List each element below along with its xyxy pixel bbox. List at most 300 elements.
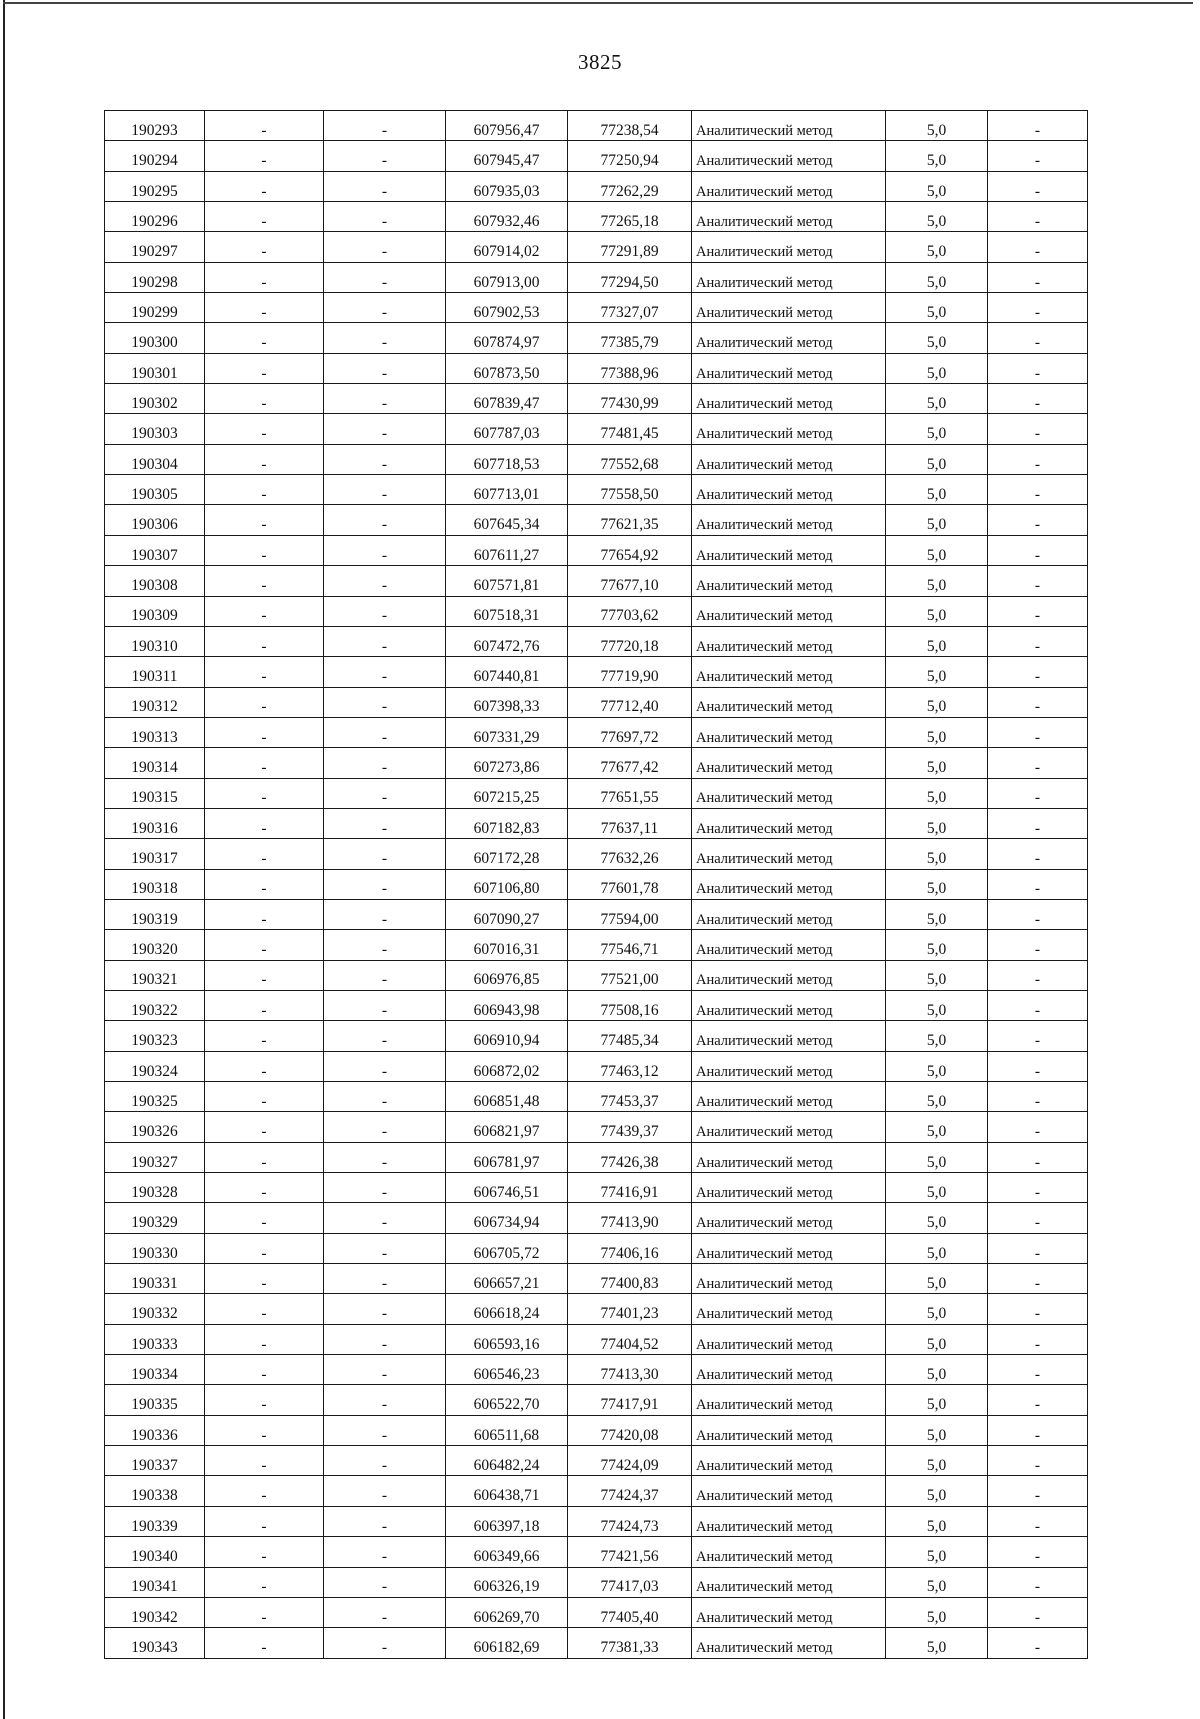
cell-accuracy: 5,0	[886, 262, 988, 292]
cell-point-id: 190326	[105, 1112, 205, 1142]
cell-point-id: 190325	[105, 1082, 205, 1112]
cell-empty-dash: -	[205, 1021, 324, 1051]
cell-accuracy: 5,0	[886, 1021, 988, 1051]
cell-y-coordinate: 77677,10	[568, 566, 692, 596]
cell-method: Аналитический метод	[692, 1173, 886, 1203]
table-row	[105, 202, 1088, 232]
cell-empty-dash: -	[324, 141, 446, 171]
cell-y-coordinate: 77546,71	[568, 930, 692, 960]
table-row	[105, 869, 1088, 899]
cell-point-id: 190340	[105, 1537, 205, 1567]
cell-y-coordinate: 77406,16	[568, 1233, 692, 1263]
cell-empty-dash: -	[988, 687, 1088, 717]
cell-x-coordinate: 607645,34	[446, 505, 568, 535]
cell-point-id: 190318	[105, 869, 205, 899]
cell-empty-dash: -	[988, 1385, 1088, 1415]
cell-point-id: 190306	[105, 505, 205, 535]
cell-accuracy: 5,0	[886, 141, 988, 171]
cell-empty-dash: -	[205, 1082, 324, 1112]
table-row	[105, 141, 1088, 171]
table-row	[105, 384, 1088, 414]
cell-empty-dash: -	[988, 566, 1088, 596]
cell-point-id: 190319	[105, 899, 205, 929]
table-row	[105, 566, 1088, 596]
cell-accuracy: 5,0	[886, 1537, 988, 1567]
cell-accuracy: 5,0	[886, 353, 988, 383]
cell-method: Аналитический метод	[692, 384, 886, 414]
cell-x-coordinate: 607874,97	[446, 323, 568, 353]
cell-empty-dash: -	[324, 1446, 446, 1476]
cell-empty-dash: -	[988, 1021, 1088, 1051]
cell-empty-dash: -	[205, 1446, 324, 1476]
cell-y-coordinate: 77697,72	[568, 717, 692, 747]
cell-empty-dash: -	[205, 1476, 324, 1506]
cell-empty-dash: -	[205, 535, 324, 565]
cell-method: Аналитический метод	[692, 1446, 886, 1476]
cell-point-id: 190315	[105, 778, 205, 808]
cell-x-coordinate: 607182,83	[446, 808, 568, 838]
table-row	[105, 626, 1088, 656]
cell-point-id: 190299	[105, 293, 205, 323]
table-row	[105, 899, 1088, 929]
cell-x-coordinate: 607331,29	[446, 717, 568, 747]
cell-empty-dash: -	[324, 1476, 446, 1506]
cell-point-id: 190321	[105, 960, 205, 990]
cell-method: Аналитический метод	[692, 202, 886, 232]
table-row	[105, 262, 1088, 292]
cell-accuracy: 5,0	[886, 1294, 988, 1324]
table-row	[105, 717, 1088, 747]
cell-method: Аналитический метод	[692, 596, 886, 626]
cell-point-id: 190339	[105, 1506, 205, 1536]
cell-empty-dash: -	[988, 1597, 1088, 1627]
cell-empty-dash: -	[324, 1567, 446, 1597]
cell-empty-dash: -	[205, 505, 324, 535]
cell-empty-dash: -	[324, 839, 446, 869]
cell-empty-dash: -	[324, 960, 446, 990]
cell-x-coordinate: 607273,86	[446, 748, 568, 778]
cell-accuracy: 5,0	[886, 414, 988, 444]
cell-point-id: 190329	[105, 1203, 205, 1233]
cell-y-coordinate: 77404,52	[568, 1324, 692, 1354]
cell-y-coordinate: 77420,08	[568, 1415, 692, 1445]
table-row	[105, 414, 1088, 444]
cell-accuracy: 5,0	[886, 687, 988, 717]
cell-method: Аналитический метод	[692, 293, 886, 323]
cell-empty-dash: -	[205, 323, 324, 353]
cell-empty-dash: -	[988, 202, 1088, 232]
cell-y-coordinate: 77424,73	[568, 1506, 692, 1536]
table-row	[105, 1142, 1088, 1172]
cell-point-id: 190320	[105, 930, 205, 960]
table-row	[105, 808, 1088, 838]
cell-empty-dash: -	[324, 930, 446, 960]
cell-method: Аналитический метод	[692, 1203, 886, 1233]
cell-x-coordinate: 607016,31	[446, 930, 568, 960]
cell-accuracy: 5,0	[886, 657, 988, 687]
table-row	[105, 960, 1088, 990]
cell-y-coordinate: 77430,99	[568, 384, 692, 414]
cell-y-coordinate: 77703,62	[568, 596, 692, 626]
cell-accuracy: 5,0	[886, 1506, 988, 1536]
cell-empty-dash: -	[324, 384, 446, 414]
cell-method: Аналитический метод	[692, 414, 886, 444]
cell-method: Аналитический метод	[692, 1385, 886, 1415]
cell-point-id: 190311	[105, 657, 205, 687]
cell-empty-dash: -	[988, 384, 1088, 414]
cell-x-coordinate: 606593,16	[446, 1324, 568, 1354]
cell-empty-dash: -	[324, 1142, 446, 1172]
cell-y-coordinate: 77385,79	[568, 323, 692, 353]
cell-y-coordinate: 77632,26	[568, 839, 692, 869]
cell-empty-dash: -	[988, 1446, 1088, 1476]
cell-point-id: 190338	[105, 1476, 205, 1506]
cell-empty-dash: -	[324, 1385, 446, 1415]
cell-x-coordinate: 607914,02	[446, 232, 568, 262]
table-row	[105, 1628, 1088, 1658]
cell-y-coordinate: 77453,37	[568, 1082, 692, 1112]
cell-x-coordinate: 606851,48	[446, 1082, 568, 1112]
cell-empty-dash: -	[988, 1415, 1088, 1445]
cell-x-coordinate: 606746,51	[446, 1173, 568, 1203]
cell-accuracy: 5,0	[886, 505, 988, 535]
cell-y-coordinate: 77677,42	[568, 748, 692, 778]
cell-method: Аналитический метод	[692, 566, 886, 596]
cell-accuracy: 5,0	[886, 384, 988, 414]
cell-empty-dash: -	[205, 869, 324, 899]
cell-x-coordinate: 607787,03	[446, 414, 568, 444]
table-row	[105, 839, 1088, 869]
cell-y-coordinate: 77637,11	[568, 808, 692, 838]
cell-accuracy: 5,0	[886, 1597, 988, 1627]
cell-accuracy: 5,0	[886, 1264, 988, 1294]
cell-empty-dash: -	[988, 1051, 1088, 1081]
cell-point-id: 190333	[105, 1324, 205, 1354]
cell-accuracy: 5,0	[886, 1173, 988, 1203]
cell-empty-dash: -	[988, 960, 1088, 990]
table-row	[105, 1264, 1088, 1294]
cell-empty-dash: -	[205, 808, 324, 838]
cell-empty-dash: -	[205, 202, 324, 232]
cell-empty-dash: -	[324, 1021, 446, 1051]
cell-x-coordinate: 607718,53	[446, 444, 568, 474]
cell-empty-dash: -	[988, 657, 1088, 687]
cell-method: Аналитический метод	[692, 778, 886, 808]
cell-empty-dash: -	[988, 717, 1088, 747]
cell-method: Аналитический метод	[692, 1355, 886, 1385]
cell-empty-dash: -	[324, 1173, 446, 1203]
cell-empty-dash: -	[205, 1537, 324, 1567]
cell-x-coordinate: 606657,21	[446, 1264, 568, 1294]
cell-x-coordinate: 606872,02	[446, 1051, 568, 1081]
cell-x-coordinate: 607873,50	[446, 353, 568, 383]
cell-empty-dash: -	[205, 1628, 324, 1658]
cell-empty-dash: -	[324, 505, 446, 535]
cell-empty-dash: -	[205, 1415, 324, 1445]
cell-empty-dash: -	[324, 1506, 446, 1536]
cell-point-id: 190303	[105, 414, 205, 444]
cell-x-coordinate: 607839,47	[446, 384, 568, 414]
cell-empty-dash: -	[324, 444, 446, 474]
cell-empty-dash: -	[988, 1082, 1088, 1112]
cell-x-coordinate: 606269,70	[446, 1597, 568, 1627]
cell-empty-dash: -	[988, 535, 1088, 565]
cell-empty-dash: -	[205, 899, 324, 929]
cell-point-id: 190298	[105, 262, 205, 292]
table-row	[105, 1597, 1088, 1627]
cell-empty-dash: -	[324, 414, 446, 444]
cell-empty-dash: -	[988, 505, 1088, 535]
cell-point-id: 190337	[105, 1446, 205, 1476]
cell-y-coordinate: 77521,00	[568, 960, 692, 990]
cell-empty-dash: -	[205, 1385, 324, 1415]
cell-accuracy: 5,0	[886, 899, 988, 929]
cell-y-coordinate: 77601,78	[568, 869, 692, 899]
cell-empty-dash: -	[205, 1506, 324, 1536]
cell-empty-dash: -	[988, 353, 1088, 383]
cell-empty-dash: -	[205, 1203, 324, 1233]
cell-empty-dash: -	[205, 1597, 324, 1627]
cell-empty-dash: -	[324, 899, 446, 929]
cell-y-coordinate: 77417,03	[568, 1567, 692, 1597]
cell-accuracy: 5,0	[886, 202, 988, 232]
cell-method: Аналитический метод	[692, 657, 886, 687]
cell-x-coordinate: 607932,46	[446, 202, 568, 232]
cell-empty-dash: -	[205, 1294, 324, 1324]
cell-point-id: 190336	[105, 1415, 205, 1445]
cell-y-coordinate: 77400,83	[568, 1264, 692, 1294]
cell-empty-dash: -	[988, 141, 1088, 171]
cell-y-coordinate: 77654,92	[568, 535, 692, 565]
cell-empty-dash: -	[324, 778, 446, 808]
cell-x-coordinate: 607518,31	[446, 596, 568, 626]
table-row	[105, 1203, 1088, 1233]
cell-empty-dash: -	[988, 626, 1088, 656]
cell-empty-dash: -	[988, 1264, 1088, 1294]
cell-method: Аналитический метод	[692, 232, 886, 262]
table-row	[105, 930, 1088, 960]
cell-empty-dash: -	[988, 1142, 1088, 1172]
cell-empty-dash: -	[324, 1597, 446, 1627]
cell-empty-dash: -	[205, 232, 324, 262]
cell-empty-dash: -	[324, 596, 446, 626]
cell-empty-dash: -	[324, 1112, 446, 1142]
cell-y-coordinate: 77720,18	[568, 626, 692, 656]
cell-y-coordinate: 77508,16	[568, 990, 692, 1020]
cell-method: Аналитический метод	[692, 535, 886, 565]
cell-empty-dash: -	[205, 626, 324, 656]
cell-empty-dash: -	[988, 596, 1088, 626]
cell-y-coordinate: 77416,91	[568, 1173, 692, 1203]
cell-empty-dash: -	[205, 839, 324, 869]
cell-empty-dash: -	[205, 778, 324, 808]
cell-empty-dash: -	[988, 808, 1088, 838]
cell-x-coordinate: 606438,71	[446, 1476, 568, 1506]
cell-empty-dash: -	[205, 1142, 324, 1172]
cell-empty-dash: -	[205, 687, 324, 717]
cell-x-coordinate: 606943,98	[446, 990, 568, 1020]
cell-point-id: 190300	[105, 323, 205, 353]
cell-y-coordinate: 77485,34	[568, 1021, 692, 1051]
cell-empty-dash: -	[988, 414, 1088, 444]
cell-x-coordinate: 606397,18	[446, 1506, 568, 1536]
table-row	[105, 1082, 1088, 1112]
cell-empty-dash: -	[988, 1537, 1088, 1567]
cell-method: Аналитический метод	[692, 1628, 886, 1658]
cell-empty-dash: -	[205, 293, 324, 323]
table-row	[105, 596, 1088, 626]
cell-empty-dash: -	[324, 1628, 446, 1658]
table-row	[105, 1051, 1088, 1081]
cell-empty-dash: -	[988, 1506, 1088, 1536]
cell-accuracy: 5,0	[886, 535, 988, 565]
cell-empty-dash: -	[324, 1264, 446, 1294]
table-row	[105, 1567, 1088, 1597]
cell-y-coordinate: 77552,68	[568, 444, 692, 474]
table-row	[105, 1233, 1088, 1263]
cell-x-coordinate: 606182,69	[446, 1628, 568, 1658]
cell-method: Аналитический метод	[692, 869, 886, 899]
table-row	[105, 1324, 1088, 1354]
cell-x-coordinate: 607172,28	[446, 839, 568, 869]
table-row	[105, 535, 1088, 565]
cell-accuracy: 5,0	[886, 111, 988, 141]
cell-empty-dash: -	[205, 717, 324, 747]
cell-y-coordinate: 77413,30	[568, 1355, 692, 1385]
cell-accuracy: 5,0	[886, 596, 988, 626]
cell-x-coordinate: 607956,47	[446, 111, 568, 141]
cell-accuracy: 5,0	[886, 1355, 988, 1385]
cell-x-coordinate: 607440,81	[446, 657, 568, 687]
cell-empty-dash: -	[324, 1294, 446, 1324]
cell-empty-dash: -	[988, 1112, 1088, 1142]
cell-empty-dash: -	[988, 1567, 1088, 1597]
cell-point-id: 190314	[105, 748, 205, 778]
cell-x-coordinate: 606522,70	[446, 1385, 568, 1415]
table-row	[105, 1173, 1088, 1203]
cell-empty-dash: -	[205, 1051, 324, 1081]
table-row	[105, 353, 1088, 383]
cell-y-coordinate: 77250,94	[568, 141, 692, 171]
cell-accuracy: 5,0	[886, 444, 988, 474]
cell-method: Аналитический метод	[692, 808, 886, 838]
cell-method: Аналитический метод	[692, 1142, 886, 1172]
cell-empty-dash: -	[988, 839, 1088, 869]
cell-y-coordinate: 77594,00	[568, 899, 692, 929]
cell-x-coordinate: 607472,76	[446, 626, 568, 656]
cell-method: Аналитический метод	[692, 1476, 886, 1506]
cell-accuracy: 5,0	[886, 990, 988, 1020]
cell-y-coordinate: 77381,33	[568, 1628, 692, 1658]
cell-x-coordinate: 606734,94	[446, 1203, 568, 1233]
cell-x-coordinate: 607215,25	[446, 778, 568, 808]
cell-method: Аналитический метод	[692, 353, 886, 383]
cell-y-coordinate: 77439,37	[568, 1112, 692, 1142]
cell-y-coordinate: 77719,90	[568, 657, 692, 687]
cell-empty-dash: -	[324, 293, 446, 323]
cell-point-id: 190323	[105, 1021, 205, 1051]
cell-y-coordinate: 77413,90	[568, 1203, 692, 1233]
cell-y-coordinate: 77424,37	[568, 1476, 692, 1506]
cell-empty-dash: -	[324, 111, 446, 141]
cell-point-id: 190327	[105, 1142, 205, 1172]
cell-empty-dash: -	[324, 323, 446, 353]
cell-y-coordinate: 77327,07	[568, 293, 692, 323]
cell-empty-dash: -	[988, 869, 1088, 899]
cell-y-coordinate: 77238,54	[568, 111, 692, 141]
cell-empty-dash: -	[324, 1051, 446, 1081]
cell-empty-dash: -	[205, 475, 324, 505]
cell-y-coordinate: 77401,23	[568, 1294, 692, 1324]
table-row	[105, 1506, 1088, 1536]
cell-point-id: 190296	[105, 202, 205, 232]
cell-method: Аналитический метод	[692, 687, 886, 717]
cell-x-coordinate: 606546,23	[446, 1355, 568, 1385]
cell-empty-dash: -	[324, 626, 446, 656]
cell-accuracy: 5,0	[886, 1567, 988, 1597]
cell-method: Аналитический метод	[692, 748, 886, 778]
table-row	[105, 1112, 1088, 1142]
cell-method: Аналитический метод	[692, 171, 886, 201]
cell-accuracy: 5,0	[886, 1112, 988, 1142]
cell-accuracy: 5,0	[886, 323, 988, 353]
cell-accuracy: 5,0	[886, 1476, 988, 1506]
cell-empty-dash: -	[205, 141, 324, 171]
cell-method: Аналитический метод	[692, 141, 886, 171]
cell-point-id: 190330	[105, 1233, 205, 1263]
cell-accuracy: 5,0	[886, 1385, 988, 1415]
cell-point-id: 190317	[105, 839, 205, 869]
cell-x-coordinate: 606511,68	[446, 1415, 568, 1445]
cell-empty-dash: -	[988, 1203, 1088, 1233]
table-row	[105, 1446, 1088, 1476]
table-row	[105, 1476, 1088, 1506]
cell-point-id: 190302	[105, 384, 205, 414]
cell-empty-dash: -	[205, 566, 324, 596]
page-number: 3825	[578, 50, 622, 74]
cell-method: Аналитический метод	[692, 899, 886, 929]
table-row	[105, 1021, 1088, 1051]
cell-method: Аналитический метод	[692, 1082, 886, 1112]
cell-x-coordinate: 607106,80	[446, 869, 568, 899]
cell-method: Аналитический метод	[692, 323, 886, 353]
cell-point-id: 190316	[105, 808, 205, 838]
cell-method: Аналитический метод	[692, 475, 886, 505]
table-row	[105, 232, 1088, 262]
cell-empty-dash: -	[205, 1324, 324, 1354]
cell-x-coordinate: 606821,97	[446, 1112, 568, 1142]
table-row	[105, 475, 1088, 505]
cell-y-coordinate: 77262,29	[568, 171, 692, 201]
cell-method: Аналитический метод	[692, 111, 886, 141]
cell-x-coordinate: 606618,24	[446, 1294, 568, 1324]
cell-y-coordinate: 77426,38	[568, 1142, 692, 1172]
cell-accuracy: 5,0	[886, 475, 988, 505]
cell-accuracy: 5,0	[886, 869, 988, 899]
cell-empty-dash: -	[324, 262, 446, 292]
cell-method: Аналитический метод	[692, 1021, 886, 1051]
cell-method: Аналитический метод	[692, 1324, 886, 1354]
cell-method: Аналитический метод	[692, 505, 886, 535]
cell-y-coordinate: 77405,40	[568, 1597, 692, 1627]
cell-empty-dash: -	[988, 1294, 1088, 1324]
cell-x-coordinate: 606976,85	[446, 960, 568, 990]
cell-point-id: 190308	[105, 566, 205, 596]
cell-empty-dash: -	[988, 1355, 1088, 1385]
cell-point-id: 190331	[105, 1264, 205, 1294]
cell-empty-dash: -	[324, 1233, 446, 1263]
cell-x-coordinate: 607902,53	[446, 293, 568, 323]
